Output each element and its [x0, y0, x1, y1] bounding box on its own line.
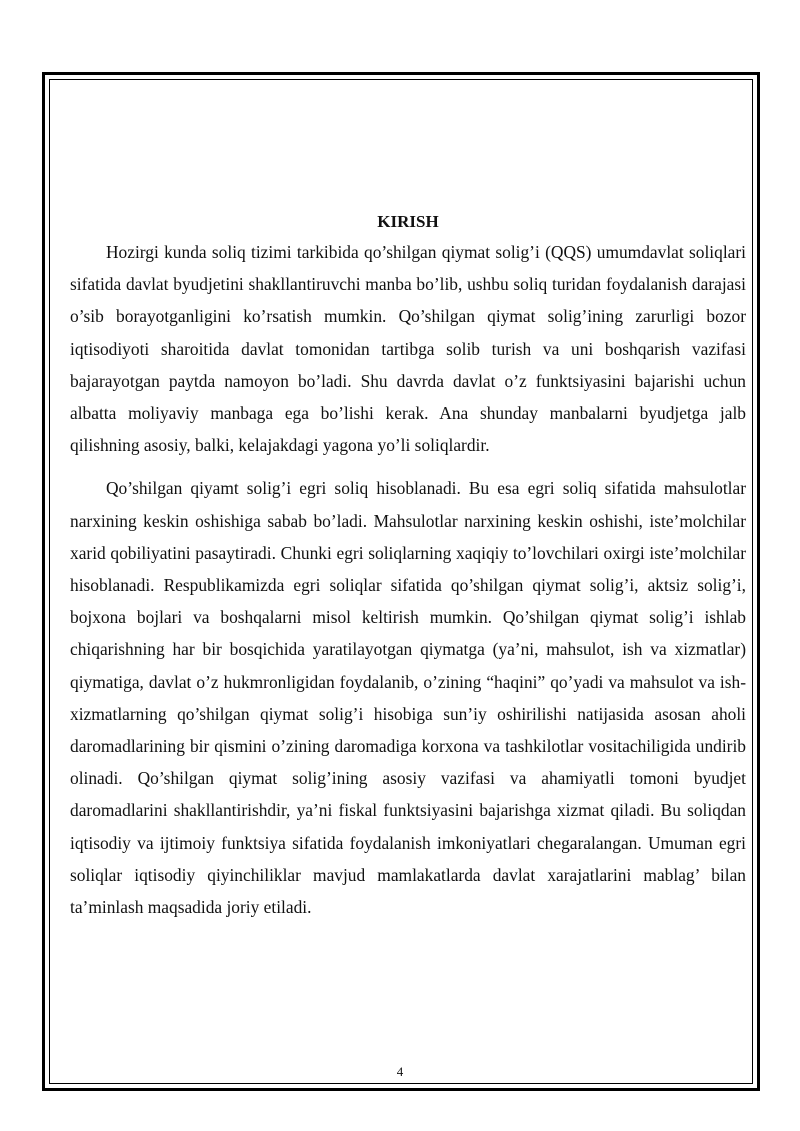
paragraph-2: Qo’shilgan qiyamt solig’i egri soliq hisoblanadi. Bu esa egri soliq sifatida mahsulotlar narxining keskin oshishiga sabab bo’ladi. Mahsulotlar narxining keskin oshishi, iste’molchilar xarid qobiliyatini pasaytiradi. Chunki egri soliqlarning xaqiqiy to’lovchilari oxirgi iste’molchilar hisoblanadi. Respublikamizda egri soliqlar sifatida qo’shilgan qiymat solig’i, aktsiz solig’i, bojxona bojlari va boshqalarni misol keltirish mumkin. Qo’shilgan qiymat solig’i ishlab chiqarishning har bir bosqichida yaratilayotgan qiymatga (ya’ni, mahsulot, ish va xizmatlar) qiymatiga, davlat o’z hukmronligidan foydalanib, o’zining “haqini” qo’yadi va mahsulot va ish-xizmatlarning qo’shilgan qiymat solig’i hisobiga sun’iy oshirilishi natijasida asosan aholi daromadlarining bir qismini o’zining daromadiga korxona va tashkilotlar vositachiligida undirib olinadi. Qo’shilgan qiymat solig’ining asosiy vazifasi va ahamiyatli tomoni byudjet daromadlarini shakllantirishdir, ya’ni fiskal funktsiyasini bajarishga xizmat qiladi. Bu soliqdan iqtisodiy va ijtimoiy funktsiya sifatida foydalanish imkoniyatlari chegaralangan. Umuman egri soliqlar iqtisodiy qiyinchiliklar mavjud mamlakatlarda davlat xarajatlarini mablag’ bilan ta’minlash maqsadida joriy etiladi.: [70, 478, 746, 918]
page-number: 4: [396, 1064, 404, 1079]
paragraph-1: Hozirgi kunda soliq tizimi tarkibida qo’shilgan qiymat solig’i (QQS) umumdavlat soliqlari sifatida davlat byudjetini shakllantiruvchi manba bo’lib, ushbu soliq turidan foydalanish darajasi o’sib borayotganligini ko’rsatish mumkin. Qo’shilgan qiymat solig’ining zarurligi bozor iqtisodiyoti sharoitida davlat tomonidan tartibga solib turish va uni boshqarish vazifasi bajarayotgan paytda namoyon bo’ladi. Shu davrda davlat o’z funktsiyasini bajarishi uchun albatta moliyaviy manbaga ega bo’lishi kerak. Ana shunday manbalarni byudjetga jalb qilishning asosiy, balki, kelajakdagi yagona yo’li soliqlardir.: [70, 242, 746, 456]
section-heading: KIRISH: [377, 212, 439, 231]
document-body: [70, 208, 746, 923]
